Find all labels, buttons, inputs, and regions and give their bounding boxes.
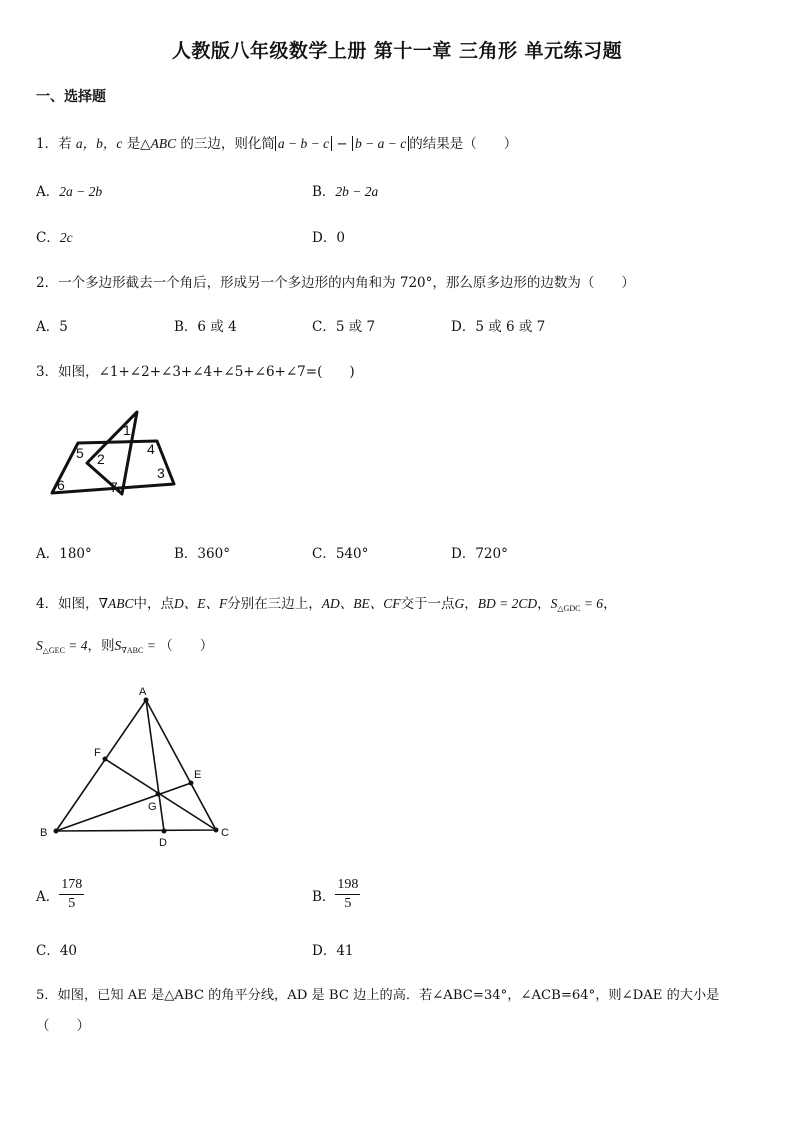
q1-option-b[interactable]: B．2b − 2a xyxy=(312,184,379,200)
q3-figure xyxy=(40,400,190,505)
q4-option-b[interactable]: B． $\frac{198}{5}$ xyxy=(312,877,359,911)
q1-triangle: ABC xyxy=(150,136,177,151)
q3-option-b[interactable]: B．360° xyxy=(174,546,230,562)
q1-lead: 1．若 xyxy=(36,136,72,152)
q3-label-7: 7 xyxy=(110,479,118,495)
q2-option-d[interactable]: D．5 或 6 或 7 xyxy=(451,319,546,335)
q3-label-2: 2 xyxy=(97,451,105,467)
q4-figure xyxy=(36,680,246,850)
q1-option-a[interactable]: A．2a − 2b xyxy=(36,184,103,200)
q1-mid2: 的三边，则化简 xyxy=(180,136,275,152)
q3-label-1: 1 xyxy=(123,422,131,438)
question-4-line-2: $S_{\triangle GEC} = 4$，则$S_{\nabla ABC}$ = （ ） xyxy=(36,638,214,655)
q4-label-a: A xyxy=(139,686,147,698)
q3-option-a[interactable]: A．180° xyxy=(36,546,92,562)
q1-option-c[interactable]: C．2c xyxy=(36,230,73,246)
q3-label-5: 5 xyxy=(76,445,84,461)
q4-option-c[interactable]: C．40 xyxy=(36,943,78,959)
q4-label-b: B xyxy=(40,827,48,839)
question-3: 3．如图，∠1+∠2+∠3+∠4+∠5+∠6+∠7=( ) xyxy=(36,364,355,380)
q4-triangle-abc xyxy=(56,700,216,831)
section-heading: 一、选择题 xyxy=(36,89,106,105)
q1-option-d[interactable]: D．0 xyxy=(312,230,345,246)
q4-label-f: F xyxy=(94,747,101,759)
page-title: 人教版八年级数学上册 第十一章 三角形 单元练习题 xyxy=(171,40,623,62)
q3-label-4: 4 xyxy=(147,441,155,457)
q2-option-a[interactable]: A．5 xyxy=(36,319,68,335)
q4-line-be xyxy=(56,783,191,831)
question-1 xyxy=(36,132,517,152)
q3-label-3: 3 xyxy=(157,465,165,481)
q4-label-g: G xyxy=(148,801,157,813)
question-5: 5．如图，已知 AE 是△ABC 的角平分线，AD 是 BC 边上的高．若∠ABC=34°，∠ACB=64°，则∠DAE 的大小是 xyxy=(36,988,720,1003)
q2-option-b[interactable]: B．6 或 4 xyxy=(174,319,237,335)
question-2: 2．一个多边形截去一个角后，形成另一个多边形的内角和为 720°，那么原多边形的边数为（ ） xyxy=(36,275,635,291)
q3-option-d[interactable]: D．720° xyxy=(451,546,508,562)
q4-label-e: E xyxy=(194,769,202,781)
q3-option-c[interactable]: C．540° xyxy=(312,546,369,562)
q1-tail: 的结果是（ ） xyxy=(409,136,518,152)
q4-option-d[interactable]: D．41 xyxy=(312,943,354,959)
q4-option-a[interactable]: A． $\frac{178}{5}$ xyxy=(36,877,83,911)
q1-minus: − xyxy=(332,136,352,152)
q1-abs2: b − a − c xyxy=(352,136,409,151)
q4-label-d: D xyxy=(159,837,167,849)
q1-abs1: a − b − c xyxy=(275,136,332,151)
q3-label-6: 6 xyxy=(57,477,65,493)
q1-vars: a，b，c xyxy=(75,136,123,151)
q1-mid: 是△ xyxy=(126,136,151,152)
question-4-line-1: 4．如图，∇ABC中，点D、E、F分别在三边上，AD、BE、CF交于一点G，BD = 2CD，$S_{\triangle GDC} = 6$， xyxy=(36,596,617,613)
q2-option-c[interactable]: C．5 或 7 xyxy=(312,319,376,335)
question-5-tail: （ ） xyxy=(36,1018,90,1034)
q4-label-c: C xyxy=(221,827,229,839)
